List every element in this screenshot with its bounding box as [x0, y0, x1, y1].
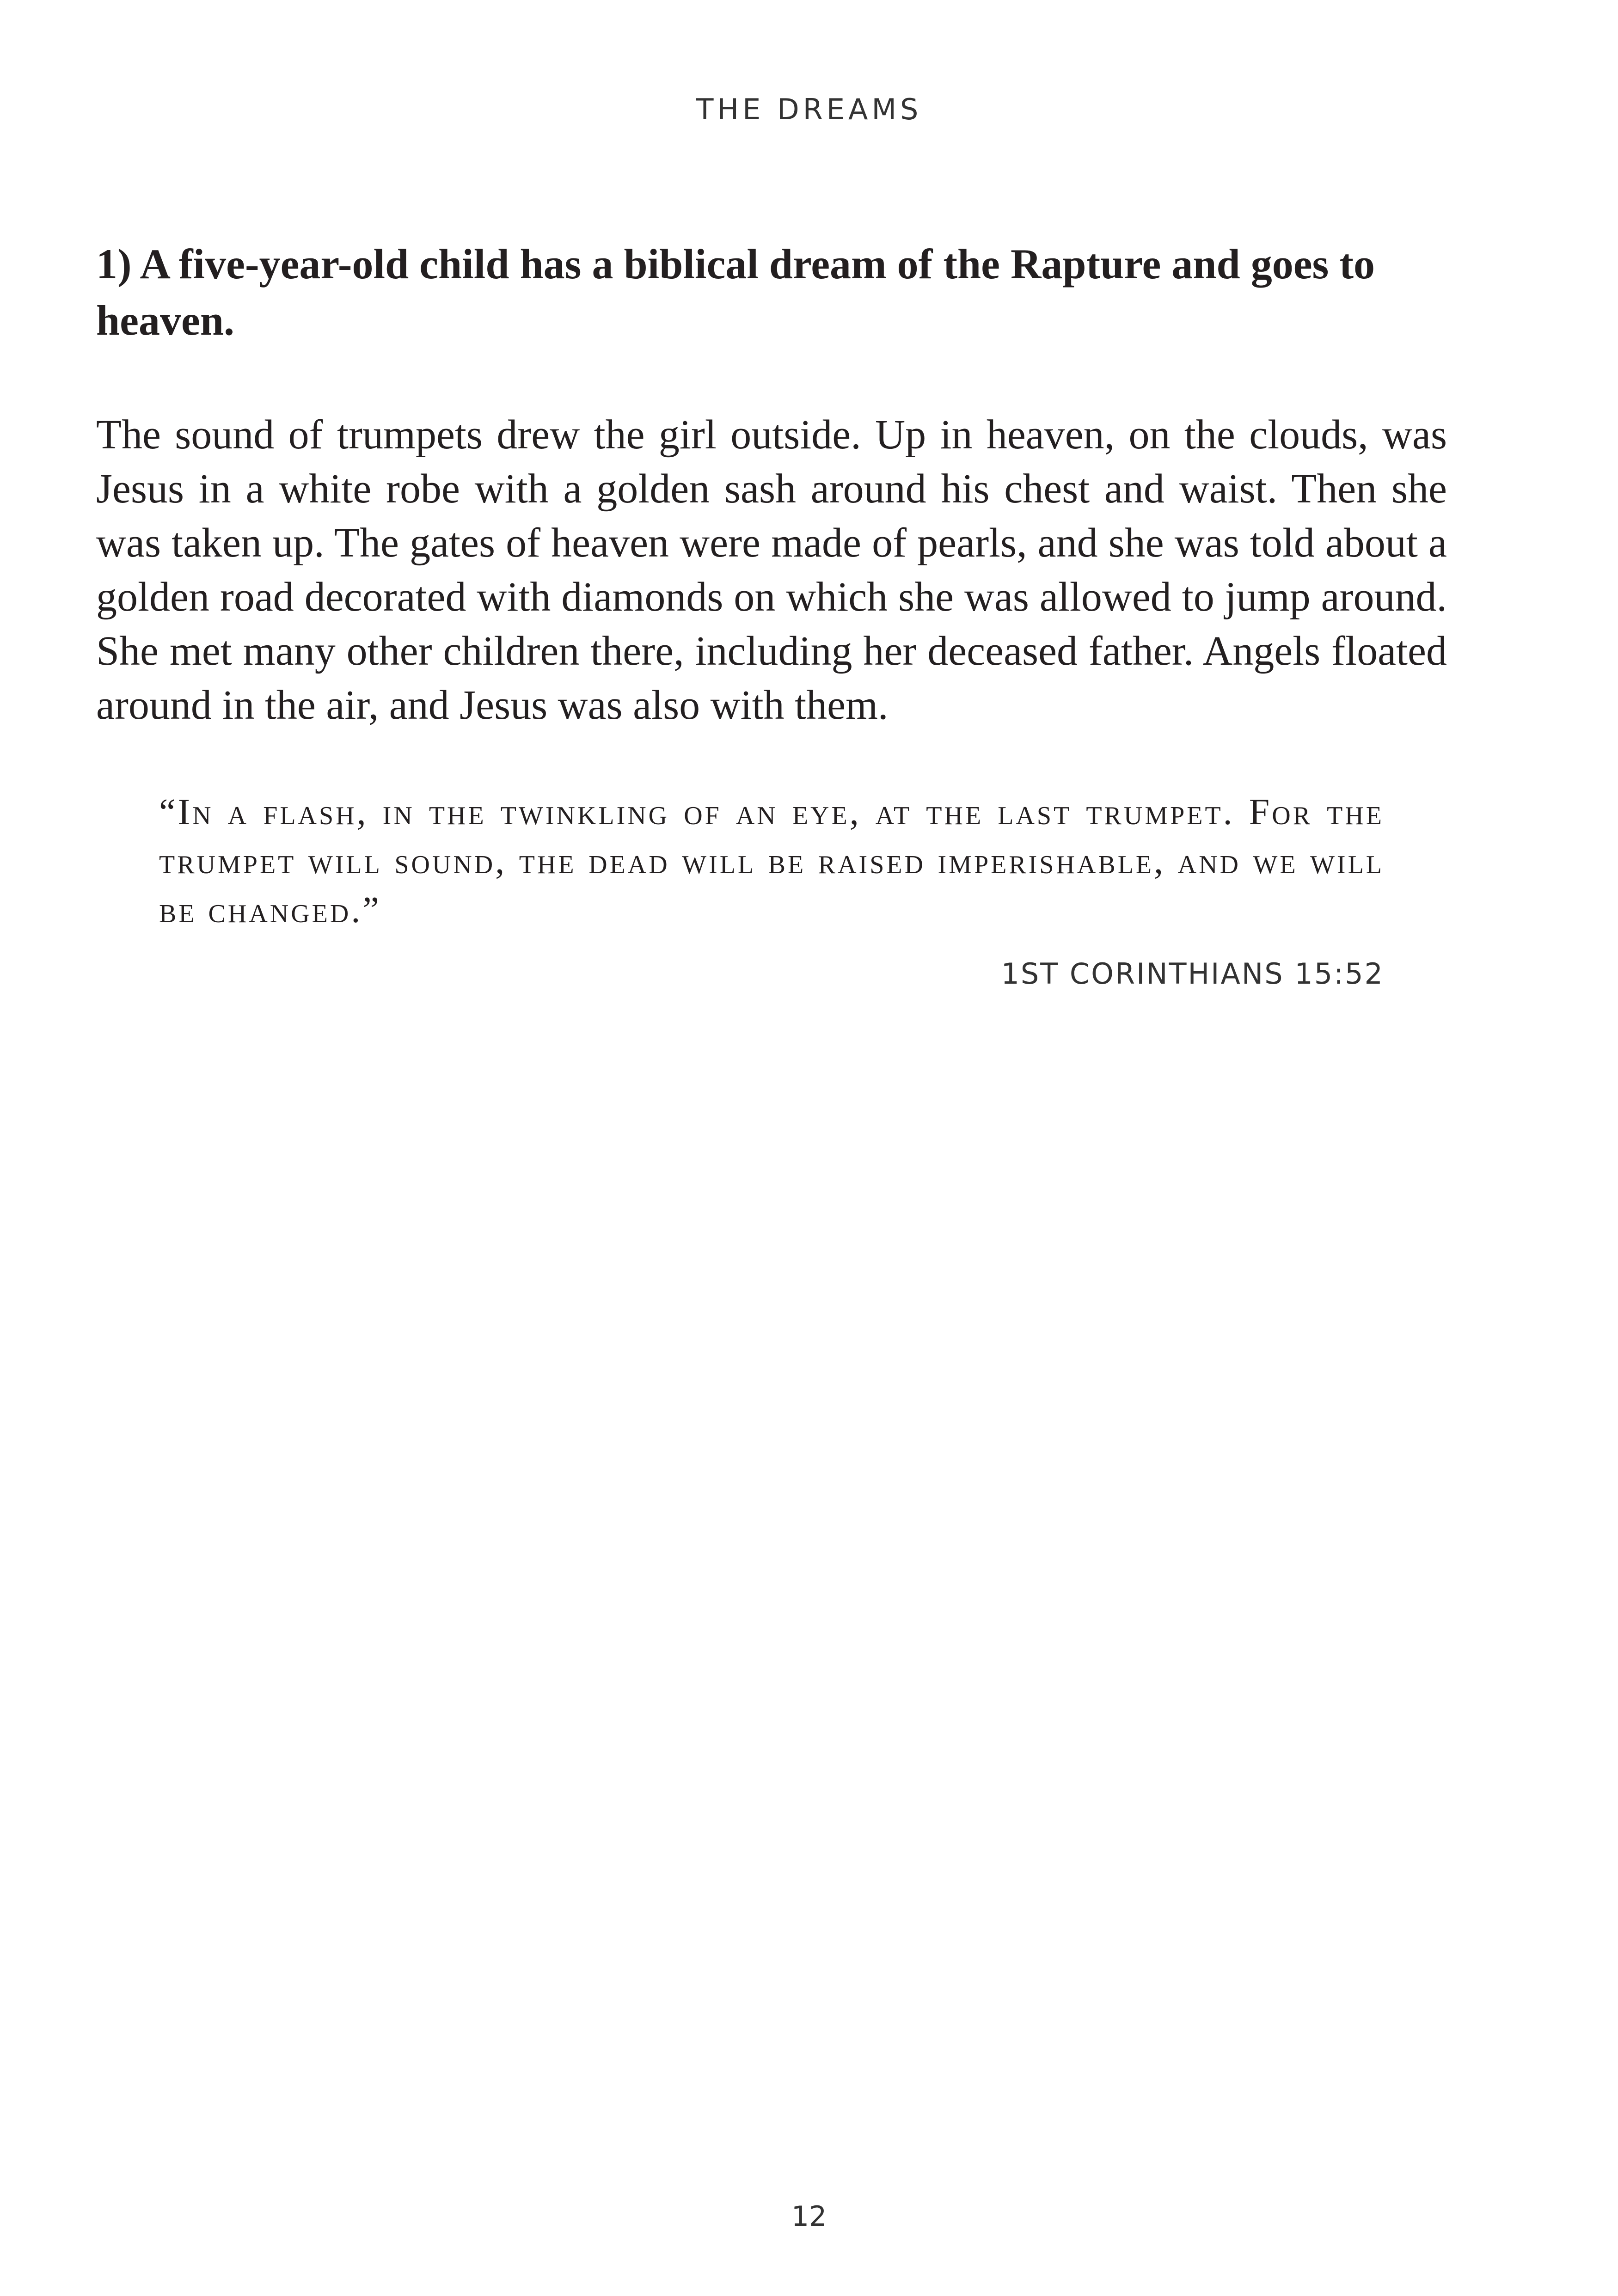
dream-heading: 1) A five-year-old child has a biblical dream of the Rapture and goes to heaven.: [96, 240, 1375, 344]
page-content: [96, 236, 1447, 991]
dream-body-paragraph: The sound of trumpets drew the girl outside. Up in heaven, on the clouds, was Jesus in a white robe with a golden sash around his chest and waist. Then she was taken up. The gates of heaven were made of pearls, and she was told about a golden road decorated with diamonds on which she was allowed to jump around. She met many other children there, including her deceased father. Angels floated around in the air, and Jesus was also with them.: [96, 412, 1447, 728]
scripture-quote: “In a flash, in the twinkling of an eye, at the last trumpet. For the trumpet will sound, the dead will be raised imperishable, and we will be changed.”: [159, 792, 1384, 931]
scripture-reference: 1ST CORINTHIANS 15:52: [1001, 957, 1384, 991]
running-header: THE DREAMS: [696, 92, 922, 126]
page-number: 12: [791, 2200, 827, 2233]
